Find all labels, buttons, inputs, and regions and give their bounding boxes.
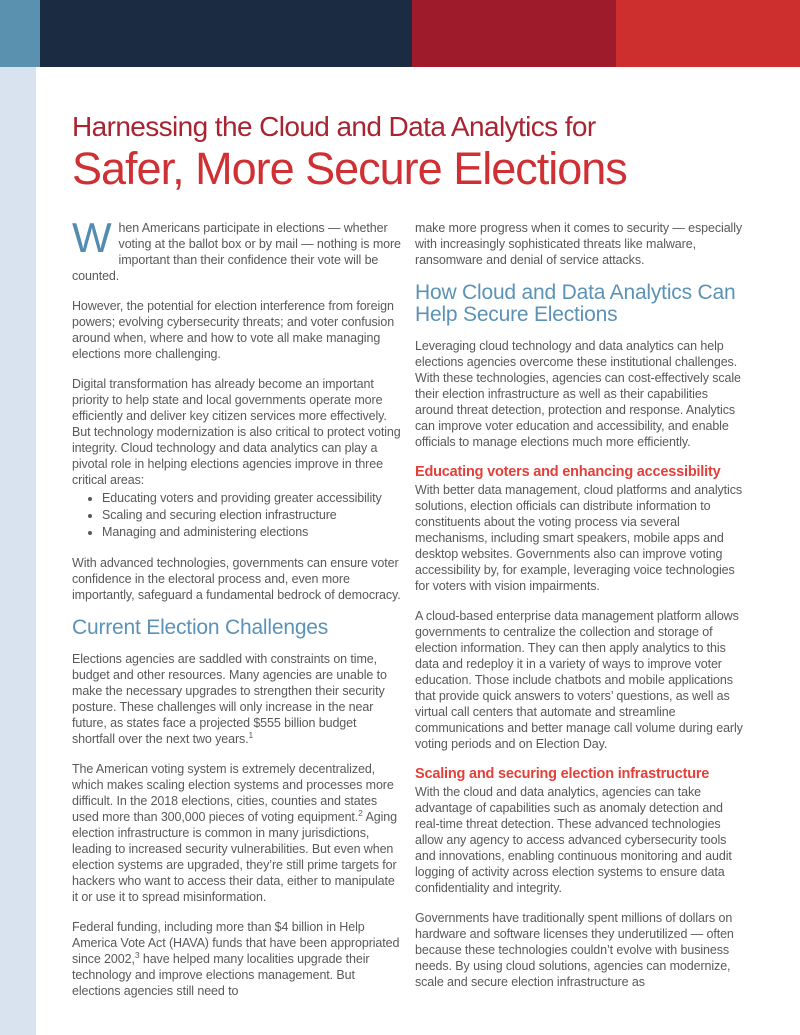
- body-paragraph: make more progress when it comes to security — especially with increasingly sophisticated threats like malware, ransomware and denial of service attacks.: [415, 221, 743, 267]
- body-paragraph: The American voting system is extremely decentralized, which makes scaling election systems and processes more difficult. In the 2018 elections, cities, counties and states used more than 300,000 pieces of voting equipment.$^2$ Aging election infrastructure is common in many jurisdictions, leading to increased security vulnerabilities. But even when election systems are upgraded, they’re still prime targets for hackers who want to access their data, either to manipulate it or use it to spread misinformation.: [72, 762, 397, 904]
- document-title-line2: Safer, More Secure Elections: [72, 143, 627, 194]
- footnote-marker: 1: [248, 729, 254, 740]
- right-column: [415, 220, 745, 1013]
- bullet-list: [72, 490, 402, 541]
- document-title-line1: Harnessing the Cloud and Data Analytics for: [72, 111, 596, 142]
- article-content: [72, 110, 745, 1013]
- subsection-heading: Scaling and securing election infrastructure: [415, 766, 710, 782]
- body-paragraph: Federal funding, including more than $4 billion in Help America Vote Act (HAVA) funds that have been appropriated since 2002,$^3$ have helped many localities upgrade their technology and improve elections management. But elections agencies still need to: [72, 920, 400, 998]
- subsection-heading: Educating voters and enhancing accessibility: [415, 464, 721, 480]
- bullet-item: • Managing and administering elections: [102, 524, 402, 541]
- footnote-marker: 3: [134, 949, 140, 960]
- left-column: [72, 214, 402, 1013]
- body-paragraph: However, the potential for election interference from foreign powers; evolving cybersecurity threats; and voter confusion around when, where and how to vote all make managing elections more challenging.: [72, 299, 395, 361]
- body-paragraph: When Americans participate in elections — whether voting at the ballot box or by mail — nothing is more important than their confidence their vote will be counted.: [72, 214, 401, 283]
- bullet-item: • Scaling and securing election infrastructure: [102, 507, 402, 524]
- body-paragraph: A cloud-based enterprise data management platform allows governments to centralize the collection and storage of election information. They can then apply analytics to this data and redeploy it in a variety of ways to improve voter education. Those include chatbots and mobile applications that provide quick answers to voters’ questions, as well as virtual call centers that automate and streamline communications and better manage call volume during early voting periods and on Election Day.: [415, 609, 743, 751]
- body-paragraph: With advanced technologies, governments can ensure voter confidence in the electoral process and, even more importantly, safeguard a fundamental bedrock of democracy.: [72, 556, 401, 602]
- header-bar-maroon: [412, 0, 616, 67]
- body-paragraph: Elections agencies are saddled with constraints on time, budget and other resources. Many agencies are unable to make the necessary upgrades to strengthen their security posture. These challenges will only increase in the near future, as states face a projected $555 billion budget shortfall over the next two years.$^1$: [72, 652, 387, 746]
- header-bar-steel-blue: [0, 0, 40, 67]
- body-paragraph: Governments have traditionally spent millions of dollars on hardware and software licenses they underutilized — often because these technologies couldn’t evolve with business needs. By using cloud solutions, agencies can modernize, scale and secure election infrastructure as: [415, 911, 734, 989]
- bullet-item: • Educating voters and providing greater accessibility: [102, 490, 402, 507]
- section-heading: Current Election Challenges: [72, 616, 329, 639]
- section-heading: How Cloud and Data Analytics Can Help Secure Elections: [415, 281, 736, 326]
- body-paragraph: With better data management, cloud platforms and analytics solutions, election officials can distribute information to constituents about the voting process via several mechanisms, including smart speakers, mobile apps and desktop websites. Governments also can improve voting accessibility by, for example, leveraging voice technologies for voters with vision impairments.: [415, 483, 743, 593]
- body-paragraph: With the cloud and data analytics, agencies can take advantage of capabilities such as anomaly detection and real-time threat detection. These advanced technologies allow any agency to access advanced cybersecurity tools and innovations, enabling continuous monitoring and audit logging of activity across election systems to ensure data confidentiality and integrity.: [415, 785, 732, 895]
- body-paragraph: Leveraging cloud technology and data analytics can help elections agencies overcome these institutional challenges. With these technologies, agencies can cost-effectively scale their election infrastructure as well as their capabilities around threat detection, protection and response. Analytics can improve voter education and accessibility, and enable officials to manage elections much more efficiently.: [415, 339, 741, 449]
- header-bar-red: [616, 0, 800, 67]
- header-bar-navy: [40, 0, 412, 67]
- footnote-marker: 2: [358, 807, 363, 818]
- document-title: [72, 110, 745, 194]
- left-accent-strip: [0, 67, 36, 1035]
- drop-cap: W: [72, 214, 112, 261]
- body-paragraph: Digital transformation has already become an important priority to help state and local governments operate more efficiently and deliver key citizen services more effectively. But technology modernization is also critical to protect voting integrity. Cloud technology and data analytics can play a pivotal role in helping elections agencies improve in three critical areas:: [72, 377, 401, 487]
- header-color-bars: [0, 0, 800, 67]
- two-column-layout: [72, 214, 745, 1013]
